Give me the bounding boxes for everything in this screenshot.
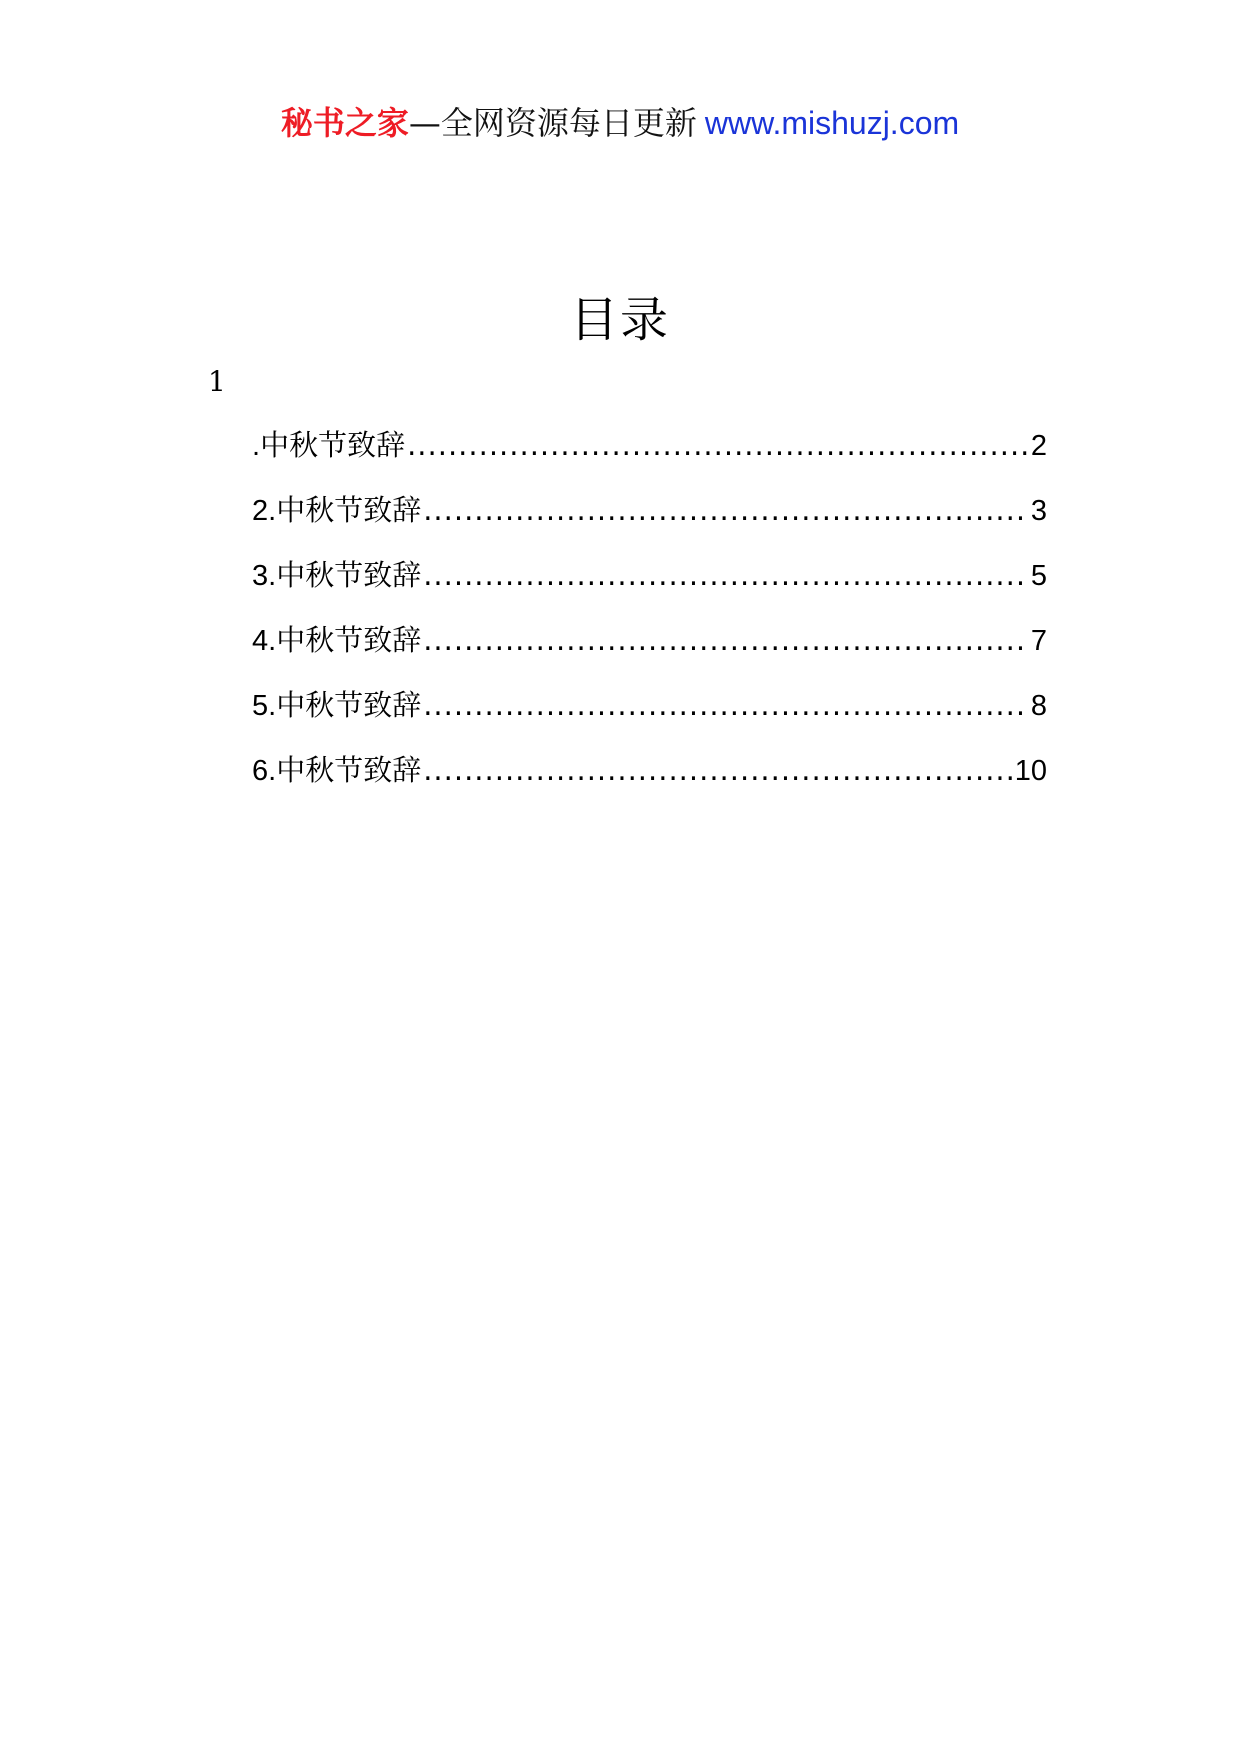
toc-entry-number: 2. <box>252 495 277 527</box>
toc-entry-label <box>252 555 421 596</box>
toc-entry-4[interactable] <box>252 620 1047 685</box>
toc-entry-3[interactable] <box>252 555 1047 620</box>
toc-dot-leader <box>423 490 1029 530</box>
page-title: 目录 <box>569 292 670 348</box>
toc-dot-leader <box>423 685 1029 725</box>
toc-entry-label <box>252 750 421 791</box>
toc-entry-5[interactable] <box>252 685 1047 750</box>
toc-entry-title: 中秋节致辞 <box>276 558 422 592</box>
toc-page-number: 7 <box>1030 625 1047 657</box>
toc-entry-title: 中秋节致辞 <box>276 623 422 657</box>
toc-page-number: 8 <box>1030 690 1047 722</box>
toc-page-number: 10 <box>1014 755 1047 787</box>
page-header <box>0 100 1240 146</box>
toc-entry-label <box>252 490 421 531</box>
list-number: 1 <box>208 365 226 398</box>
toc-page-number: 5 <box>1030 560 1047 592</box>
toc-entry-6[interactable] <box>252 750 1047 815</box>
toc-entry-number: 5. <box>252 690 277 722</box>
header-url-link[interactable]: www.mishuzj.com <box>704 105 960 141</box>
toc-page-number: 2 <box>1030 430 1047 462</box>
toc-entry-1[interactable] <box>252 425 1047 490</box>
toc-dot-leader <box>423 750 1013 790</box>
toc-entry-number: 3. <box>252 560 277 592</box>
toc-entry-number: 6. <box>252 755 277 787</box>
toc-entry-title: 中秋节致辞 <box>260 428 406 462</box>
header-brand: 秘书之家 <box>280 104 409 142</box>
toc-entry-label <box>252 685 421 726</box>
toc-entry-number: 4. <box>252 625 277 657</box>
toc-page-number: 3 <box>1030 495 1047 527</box>
toc-dot-leader <box>423 620 1029 660</box>
toc-entry-title: 中秋节致辞 <box>276 493 422 527</box>
toc-dot-leader <box>407 425 1029 465</box>
toc-dot-leader <box>423 555 1029 595</box>
table-of-contents <box>252 425 1047 815</box>
toc-entry-label <box>252 620 421 661</box>
toc-entry-title: 中秋节致辞 <box>276 688 422 722</box>
toc-entry-number: . <box>252 430 261 462</box>
header-tagline: —全网资源每日更新 <box>408 104 697 142</box>
toc-entry-label <box>252 425 405 466</box>
toc-entry-2[interactable] <box>252 490 1047 555</box>
toc-entry-title: 中秋节致辞 <box>276 753 422 787</box>
